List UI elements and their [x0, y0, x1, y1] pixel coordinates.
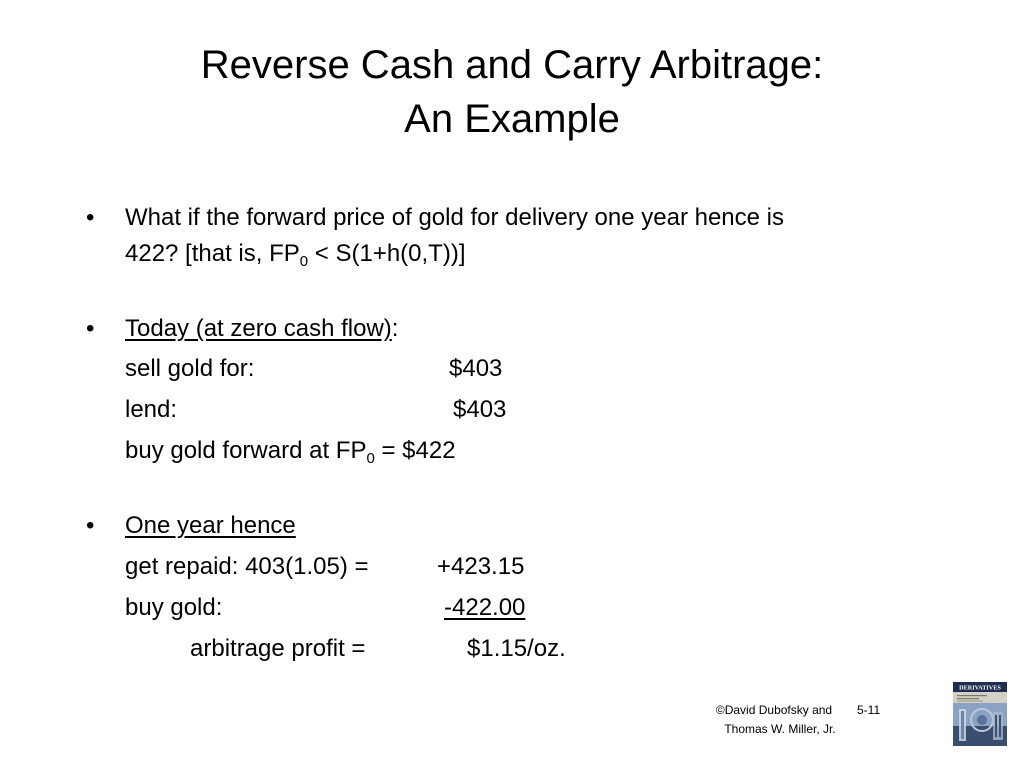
fp-subscript: 0: [299, 253, 309, 270]
one-year-hence-heading: One year hence: [125, 512, 296, 539]
get-repaid-label: get repaid: 403(1.05) =: [125, 553, 369, 580]
fp-subscript: 0: [366, 450, 375, 467]
buy-forward-line: buy gold forward at $FP_0$ = $422: [125, 437, 456, 467]
bullet-marker-3: •: [86, 512, 95, 539]
sell-gold-label: sell gold for:: [125, 355, 255, 382]
buy-gold-value: -422.00: [444, 594, 526, 621]
slide-title-line-1: Reverse Cash and Carry Arbitrage:: [200, 43, 824, 87]
arbitrage-profit-value: $1.15/oz.: [467, 635, 566, 662]
bullet-1-line-1: What if the forward price of gold for delivery one year hence is: [125, 204, 784, 231]
buy-gold-label: buy gold:: [125, 594, 223, 621]
arbitrage-profit-label: arbitrage profit =: [190, 635, 366, 662]
lend-value: $403: [453, 396, 507, 423]
footer-copyright: [700, 701, 860, 739]
lend-label: lend:: [125, 396, 178, 423]
slide-title-line-2: An Example: [404, 97, 620, 141]
today-heading: Today (at zero cash flow): [125, 315, 392, 342]
bullet-marker-1: •: [86, 204, 95, 231]
get-repaid-value: +423.15: [437, 553, 525, 580]
book-cover-image: [953, 682, 1007, 746]
copyright-line-1: ©David Dubofsky and: [715, 703, 833, 717]
copyright-line-2: Thomas W. Miller, Jr.: [724, 722, 836, 736]
cover-title-text: DERIVATIVES: [959, 684, 1001, 692]
bullet-marker-2: •: [86, 315, 95, 342]
bullet-1-line-2: 422? [that is, $FP_0 < S(1+h(0,T))$]: [125, 240, 466, 270]
slide-number: 5-11: [857, 703, 881, 717]
bullet-2-heading: Today (at zero cash flow):: [125, 315, 399, 342]
sell-gold-value: $403: [449, 355, 503, 382]
